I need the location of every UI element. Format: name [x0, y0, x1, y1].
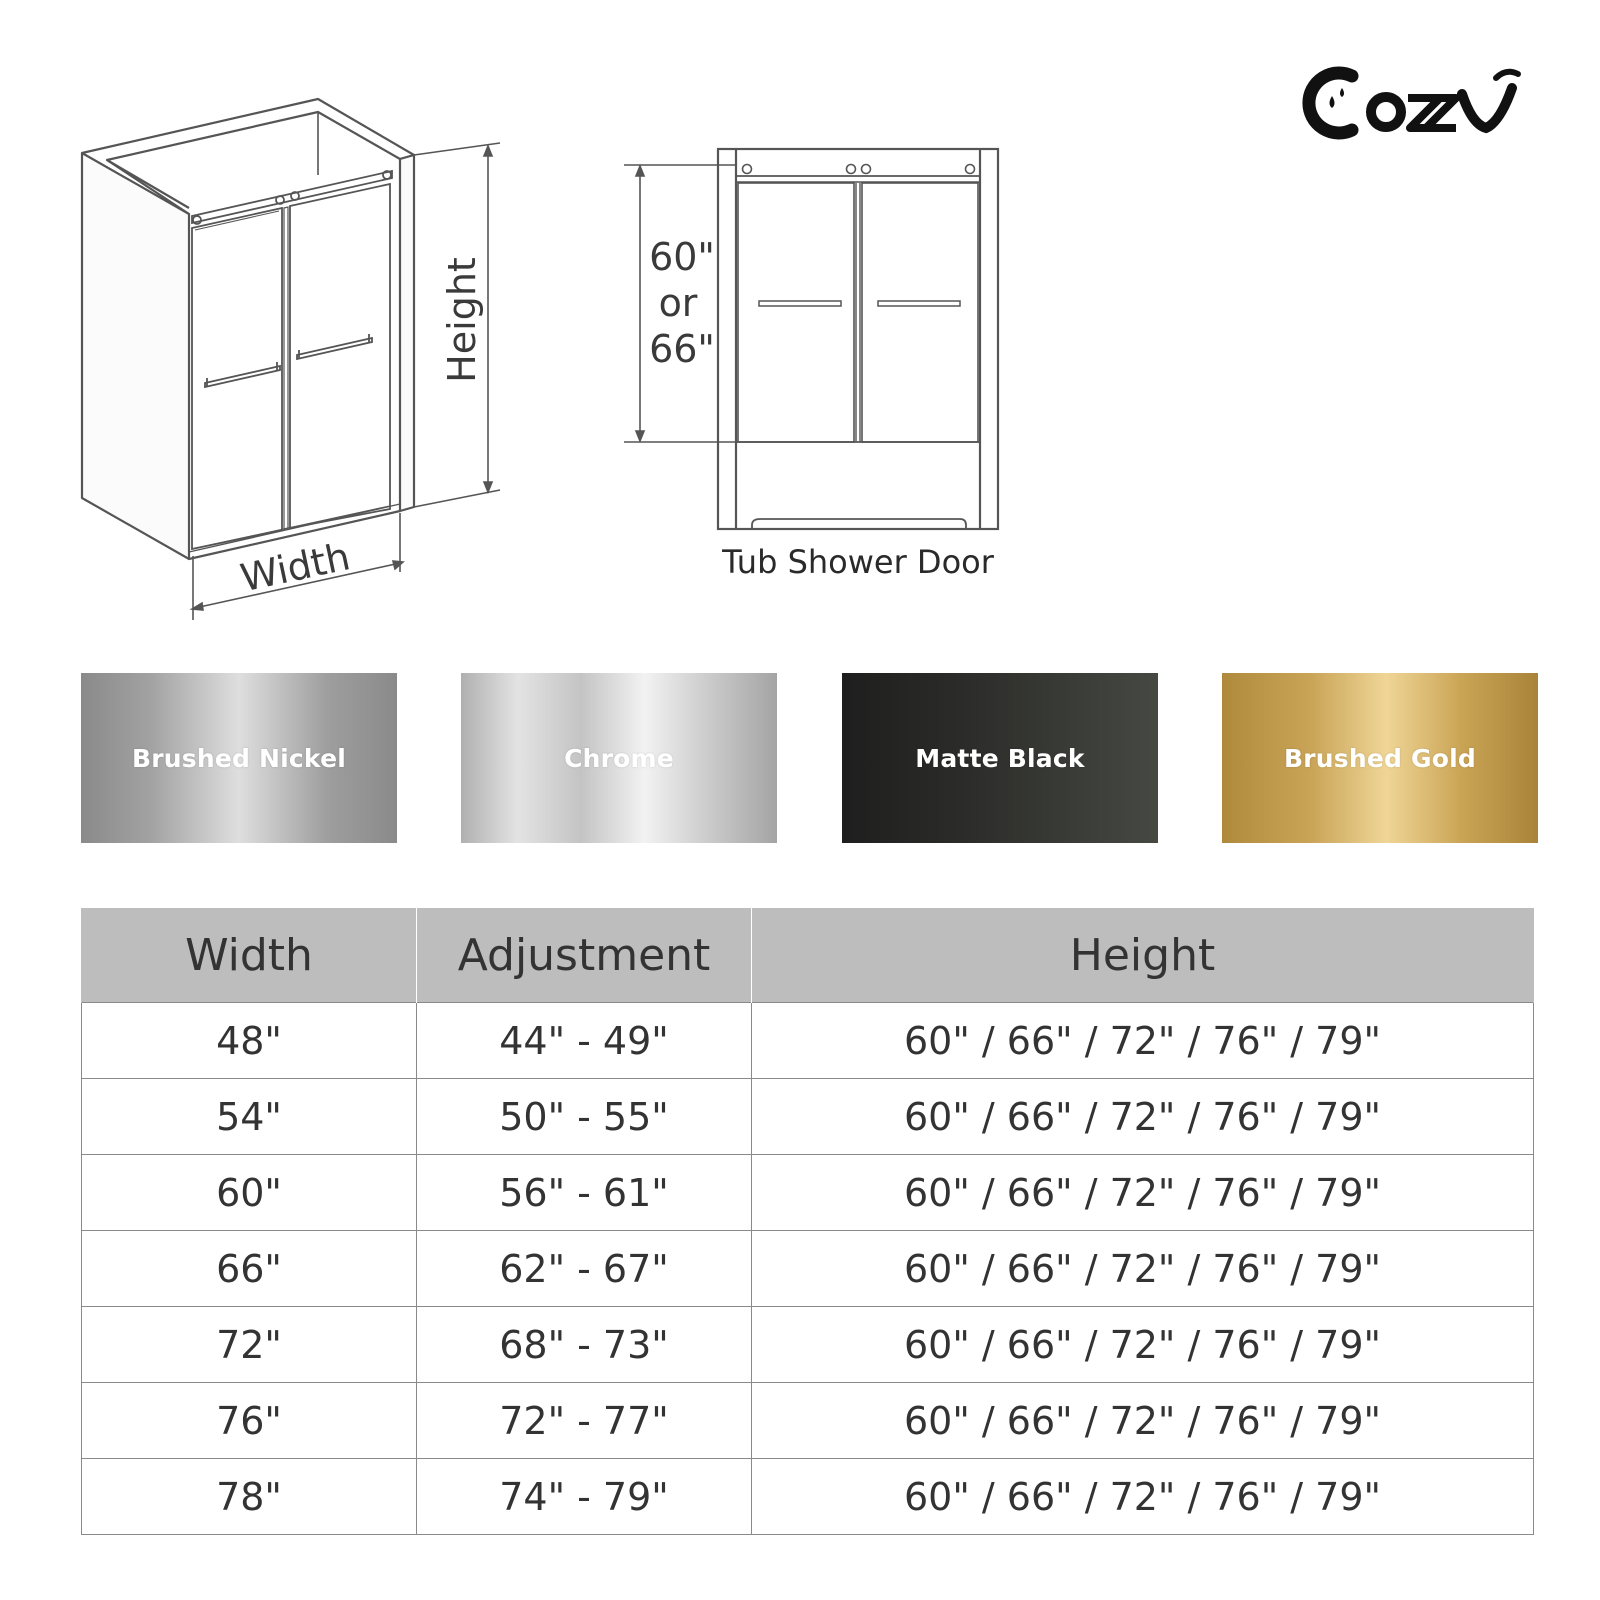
cell-height: 60" / 66" / 72" / 76" / 79" — [752, 1459, 1534, 1535]
header-adjustment: Adjustment — [417, 908, 752, 1003]
tub-right-panel — [862, 183, 978, 442]
table-row — [82, 1459, 1534, 1535]
table-header-row — [82, 908, 1534, 1003]
header-height: Height — [752, 908, 1534, 1003]
cell-adjustment: 50" - 55" — [417, 1079, 752, 1155]
cell-height: 60" / 66" / 72" / 76" / 79" — [752, 1307, 1534, 1383]
tub-rim — [752, 519, 966, 529]
table-row — [82, 1383, 1534, 1459]
cell-width: 78" — [82, 1459, 417, 1535]
cell-width: 60" — [82, 1155, 417, 1231]
table-row — [82, 1155, 1534, 1231]
size-table — [81, 908, 1534, 1535]
width-label: Width — [236, 534, 354, 601]
cell-width: 48" — [82, 1003, 417, 1079]
cell-adjustment: 44" - 49" — [417, 1003, 752, 1079]
table-row — [82, 1079, 1534, 1155]
tub-left-panel — [738, 183, 854, 442]
cell-width: 66" — [82, 1231, 417, 1307]
table-row — [82, 1003, 1534, 1079]
tub-door-frame — [718, 149, 998, 529]
cell-width: 76" — [82, 1383, 417, 1459]
tub-right-handle — [878, 301, 960, 306]
finish-swatch-matte-black — [842, 673, 1158, 843]
cell-height: 60" / 66" / 72" / 76" / 79" — [752, 1079, 1534, 1155]
table-row — [82, 1231, 1534, 1307]
table-row — [82, 1307, 1534, 1383]
finish-label: Chrome — [564, 743, 674, 773]
tub-height-or: or — [658, 281, 698, 325]
finish-label: Matte Black — [915, 743, 1085, 773]
header-width: Width — [82, 908, 417, 1003]
finish-label: Brushed Gold — [1284, 743, 1476, 773]
finish-swatch-chrome — [461, 673, 777, 843]
finish-swatch-brushed-nickel — [81, 673, 397, 843]
cell-adjustment: 74" - 79" — [417, 1459, 752, 1535]
height-label: Height — [440, 257, 484, 383]
cell-width: 72" — [82, 1307, 417, 1383]
cell-width: 54" — [82, 1079, 417, 1155]
finish-label: Brushed Nickel — [131, 743, 346, 773]
tub-door-diagram — [0, 0, 1600, 640]
cell-height: 60" / 66" / 72" / 76" / 79" — [752, 1231, 1534, 1307]
cell-adjustment: 62" - 67" — [417, 1231, 752, 1307]
cell-height: 60" / 66" / 72" / 76" / 79" — [752, 1155, 1534, 1231]
cell-adjustment: 72" - 77" — [417, 1383, 752, 1459]
cell-adjustment: 56" - 61" — [417, 1155, 752, 1231]
cell-height: 60" / 66" / 72" / 76" / 79" — [752, 1383, 1534, 1459]
tub-left-handle — [759, 301, 841, 306]
tub-height-value-2: 66" — [649, 327, 715, 371]
tub-caption: Tub Shower Door — [722, 543, 994, 581]
cell-adjustment: 68" - 73" — [417, 1307, 752, 1383]
finish-swatch-brushed-gold — [1222, 673, 1538, 843]
tub-height-value-1: 60" — [649, 235, 715, 279]
cell-height: 60" / 66" / 72" / 76" / 79" — [752, 1003, 1534, 1079]
